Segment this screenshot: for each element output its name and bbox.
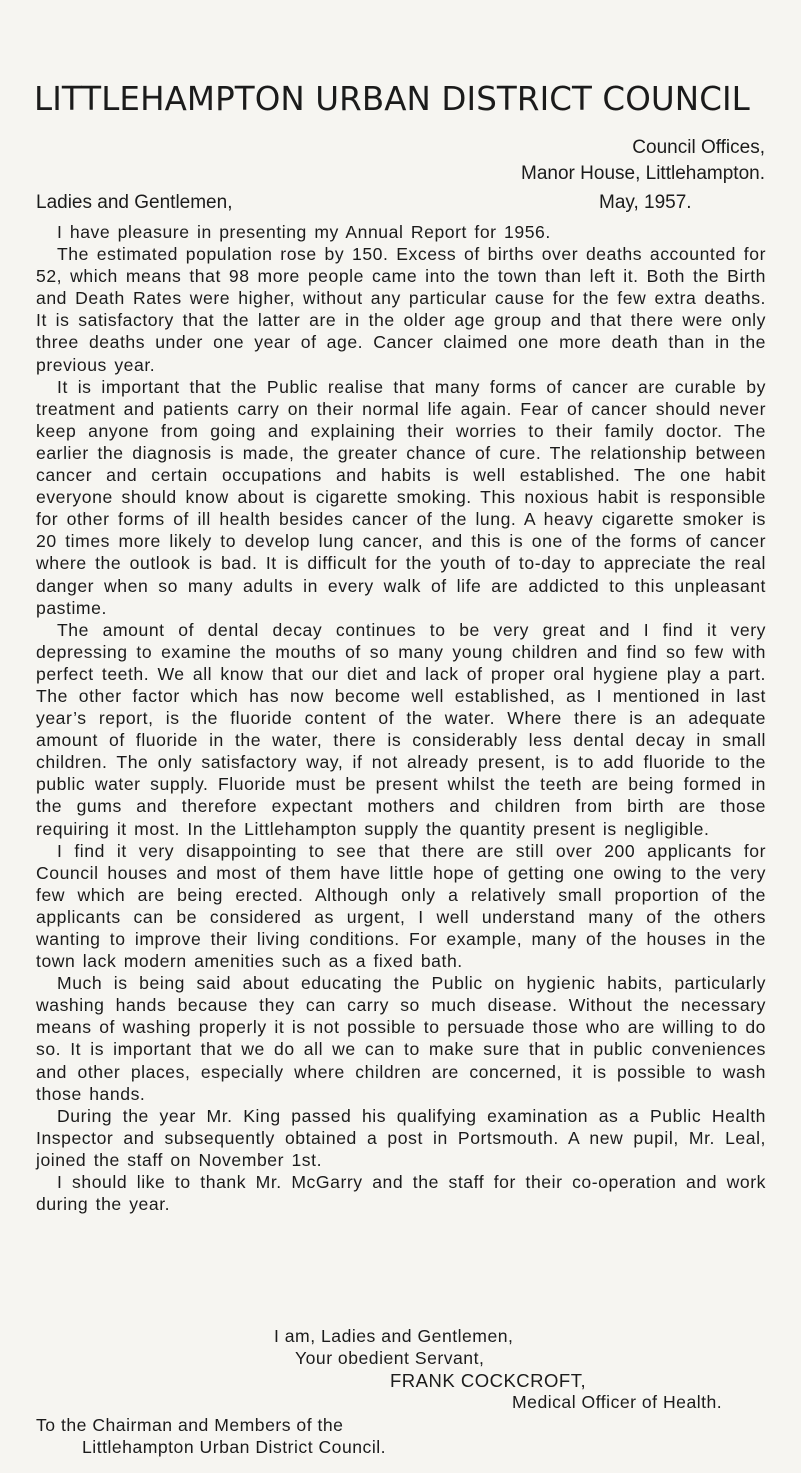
paragraph: The amount of dental decay continues to be very great and I find it very depressing to examine the mouths of so many young children and find so few with perfect teeth. We all know that our diet and lack of proper oral hygiene play a part. The other factor which has now become well established, as I mentioned in last year’s report, is the fluoride content of the water. Where there is an adequate amount of fluoride in the water, there is considerably less dental decay in small children. The only satisfactory way, if not already present, is to add fluoride to the public water supply. Fluoride must be present whilst the teeth are being formed in the gums and therefore expectant mothers and children from birth are those requiring it most. In the Littlehampton supply the quantity present is negligible. — [36, 619, 766, 839]
paragraph: I find it very disappointing to see that there are still over 200 applicants for Council houses and most of them have little hope of getting one owing to the very few which are being erected. Although only a relatively small proportion of the applicants can be considered as urgent, I well understand many of the others wanting to improve their living conditions. For example, many of the houses in the town lack modern amenities such as a fixed bath. — [36, 840, 766, 972]
salutation: Ladies and Gentlemen, — [36, 192, 233, 213]
address-line-1: Council Offices, — [632, 137, 765, 158]
paragraph: I should like to thank Mr. McGarry and the staff for their co-operation and work during the year. — [36, 1172, 766, 1215]
paragraph: During the year Mr. King passed his qualifying examination as a Public Health Inspector and subsequently obtained a post in Portsmouth. A new pupil, Mr. Leal, joined the staff on November 1st. — [36, 1105, 766, 1170]
signatory-position: Medical Officer of Health. — [512, 1392, 723, 1412]
closing-line: Your obedient Servant, — [295, 1348, 485, 1368]
report-body — [36, 221, 766, 1215]
closing-line: I am, Ladies and Gentlemen, — [274, 1326, 514, 1346]
paragraph: It is important that the Public realise that many forms of cancer are curable by treatment and patients carry on their normal life again. Fear of cancer should never keep anyone from going and explaining their worries to their family doctor. The earlier the diagnosis is made, the greater chance of cure. The relationship between cancer and certain occupations and habits is well established. The one habit everyone should know about is cigarette smoking. This noxious habit is responsible for other forms of ill health besides cancer of the lung. A heavy cigarette smoker is 20 times more likely to develop lung cancer, and this is one of the forms of cancer where the outlook is bad. It is difficult for the youth of to-day to appreciate the real danger when so many adults in every walk of life are addicted to this unpleasant pastime. — [36, 376, 766, 618]
paragraph: I have pleasure in presenting my Annual Report for 1956. — [57, 222, 551, 242]
council-title: LITTLEHAMPTON URBAN DISTRICT COUNCIL — [34, 80, 750, 118]
addressee-line: Littlehampton Urban District Council. — [82, 1437, 387, 1457]
paragraph: The estimated population rose by 150. Excess of births over deaths accounted for 52, which means that 98 more people came into the town than left it. Both the Birth and Death Rates were higher, without any particular cause for the few extra deaths. It is satisfactory that the latter are in the older age group and that there were only three deaths under one year of age. Cancer claimed one more death than in the previous year. — [36, 244, 766, 375]
address-line-2: Manor House, Littlehampton. — [521, 163, 765, 184]
report-date: May, 1957. — [599, 192, 692, 213]
addressee-line: To the Chairman and Members of the — [36, 1415, 344, 1435]
signatory-name: FRANK COCKCROFT, — [390, 1370, 587, 1391]
paragraph: Much is being said about educating the Public on hygienic habits, particularly washing hands because they can carry so much disease. Without the necessary means of washing properly it is not possible to persuade those who are willing to do so. It is important that we do all we can to make sure that in public conveniences and other places, especially where children are concerned, it is possible to wash those hands. — [36, 973, 766, 1104]
